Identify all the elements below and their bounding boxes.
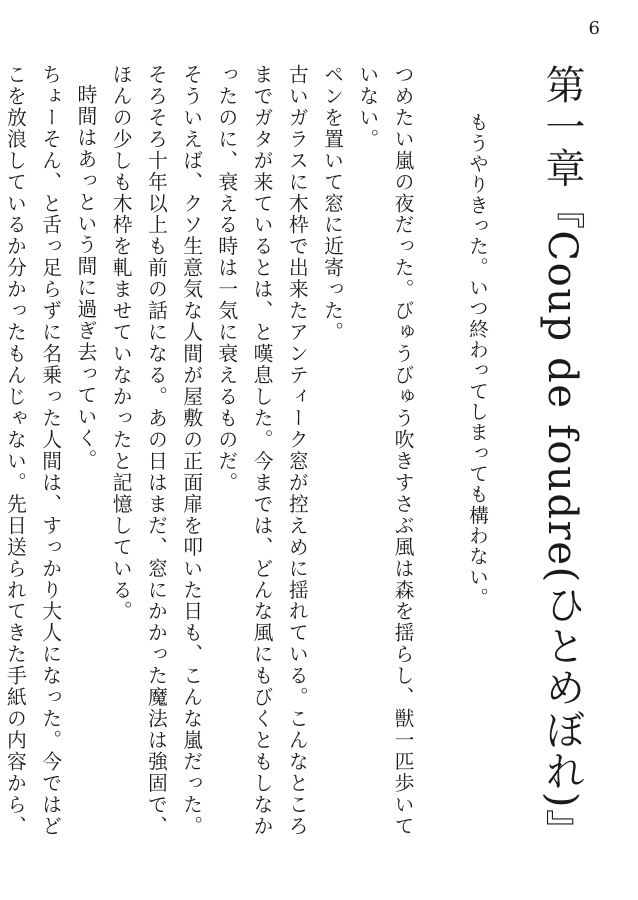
body-text <box>3 64 420 854</box>
page-number: 6 <box>588 18 600 39</box>
chapter-title: 第一章『Coup de foudre(ひとめぼれ)』 <box>539 64 585 851</box>
paragraph: 時間はあっという間に過ぎ去っていく。 <box>73 83 97 471</box>
paragraph: 古いガラスに木枠で出来たアンティーク窓が控えめに揺れている。こんなところまでガタが来ているとは、と嘆息した。今までは、どんな風にもびくともしなかったのに、衰える時は一気に衰えるものだ。 <box>214 64 309 838</box>
paragraph: つめたい嵐の夜だった。びゅうびゅう吹きすさぶ風は森を揺らし、獣一匹歩いていない。 <box>355 64 414 838</box>
paragraph: ペンを置いて窓に近寄った。 <box>320 64 344 344</box>
paragraph: そういえば、クソ生意気な人間が屋敷の正面扉を叩いた日も、こんな嵐だった。そろそろ十年以上も前の話になる。あの日はまだ、窓にかかった魔法は強固で、ほんの少しも木枠を軋ませていなかったと記憶している。 <box>109 64 203 838</box>
paragraph: ちょーそん、と舌っ足らずに名乗った人間は、すっかり大人になった。今ではどこを放浪しているか分かったもんじゃない。先日送られてきた手紙の内容から、 <box>3 64 62 838</box>
epigraph: もうやりきった。いつ終わってしまっても構わない。 <box>466 112 489 609</box>
